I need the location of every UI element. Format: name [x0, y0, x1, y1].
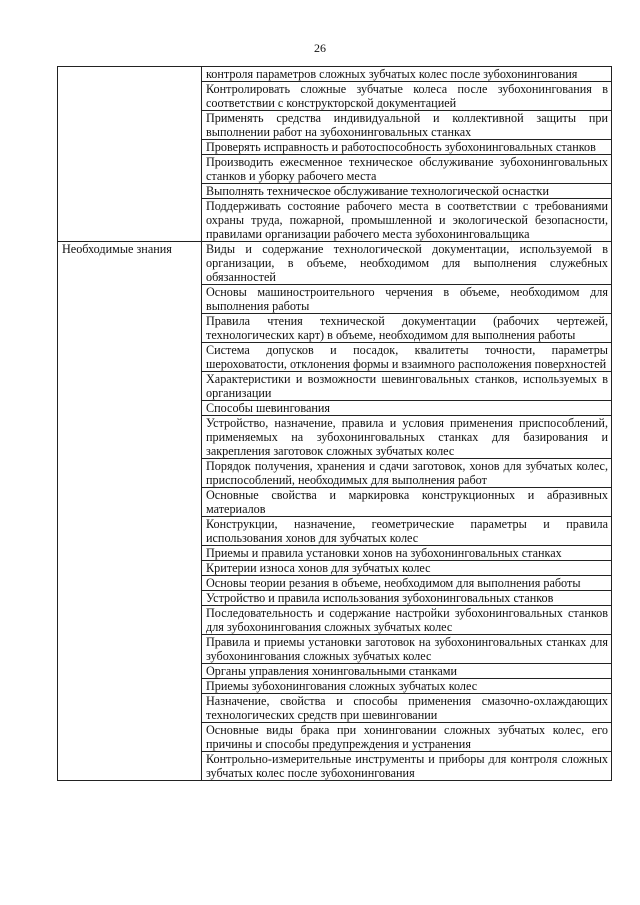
knowledge-item: Приемы зубохонингования сложных зубчатых колес: [202, 679, 612, 694]
skills-label-cell: [58, 67, 202, 242]
knowledge-item: Приемы и правила установки хонов на зубохонинговальных станках: [202, 546, 612, 561]
skill-item: Проверять исправность и работоспособность зубохонинговальных станков: [202, 140, 612, 155]
page-number: 26: [314, 41, 326, 55]
skill-item: Контролировать сложные зубчатые колеса после зубохонингования в соответствии с конструкторской документацией: [202, 82, 612, 111]
knowledge-item: Контрольно-измерительные инструменты и приборы для контроля сложных зубчатых колес после зубохонингования: [202, 752, 612, 781]
knowledge-item: Устройство, назначение, правила и условия применения приспособлений, применяемых на зубохонинговальных станках для базирования и закрепления заготовок сложных зубчатых колес: [202, 416, 612, 459]
skill-item: Поддерживать состояние рабочего места в соответствии с требованиями охраны труда, пожарной, промышленной и экологической безопасности, правилами организации рабочего места зубохонинговальщика: [202, 199, 612, 242]
knowledge-item: Основы теории резания в объеме, необходимом для выполнения работы: [202, 576, 612, 591]
knowledge-item: Основные свойства и маркировка конструкционных и абразивных материалов: [202, 488, 612, 517]
knowledge-item: Система допусков и посадок, квалитеты точности, параметры шероховатости, отклонения формы и взаимного расположения поверхностей: [202, 343, 612, 372]
skill-item: Применять средства индивидуальной и коллективной защиты при выполнении работ на зубохонинговальных станках: [202, 111, 612, 140]
knowledge-item: Способы шевингования: [202, 401, 612, 416]
knowledge-item: Порядок получения, хранения и сдачи заготовок, хонов для зубчатых колес, приспособлений, необходимых для выполнения работ: [202, 459, 612, 488]
knowledge-item: Устройство и правила использования зубохонинговальных станков: [202, 591, 612, 606]
knowledge-item: Органы управления хонинговальными станками: [202, 664, 612, 679]
table-row: [58, 242, 612, 285]
knowledge-item: Конструкции, назначение, геометрические параметры и правила использования хонов для зубчатых колес: [202, 517, 612, 546]
requirements-table: [57, 66, 612, 781]
knowledge-item: Последовательность и содержание настройки зубохонинговальных станков для зубохонингования сложных зубчатых колес: [202, 606, 612, 635]
knowledge-item: Характеристики и возможности шевинговальных станков, используемых в организации: [202, 372, 612, 401]
knowledge-item: Основы машиностроительного черчения в объеме, необходимом для выполнения работы: [202, 285, 612, 314]
table-row: [58, 67, 612, 82]
knowledge-item: Критерии износа хонов для зубчатых колес: [202, 561, 612, 576]
knowledge-item: Назначение, свойства и способы применения смазочно-охлаждающих технологических средств при шевинговании: [202, 694, 612, 723]
knowledge-item: Правила и приемы установки заготовок на зубохонинговальных станках для зубохонингования сложных зубчатых колес: [202, 635, 612, 664]
knowledge-label: Необходимые знания: [58, 242, 202, 781]
knowledge-item: Правила чтения технической документации (рабочих чертежей, технологических карт) в объеме, необходимом для выполнения работы: [202, 314, 612, 343]
skill-item: контроля параметров сложных зубчатых колес после зубохонингования: [202, 67, 612, 82]
skill-item: Производить ежесменное техническое обслуживание зубохонинговальных станков и уборку рабочего места: [202, 155, 612, 184]
skill-item: Выполнять техническое обслуживание технологической оснастки: [202, 184, 612, 199]
knowledge-item: Виды и содержание технологической документации, используемой в организации, в объеме, необходимом для выполнения служебных обязанностей: [202, 242, 612, 285]
knowledge-item: Основные виды брака при хонинговании сложных зубчатых колес, его причины и способы предупреждения и устранения: [202, 723, 612, 752]
